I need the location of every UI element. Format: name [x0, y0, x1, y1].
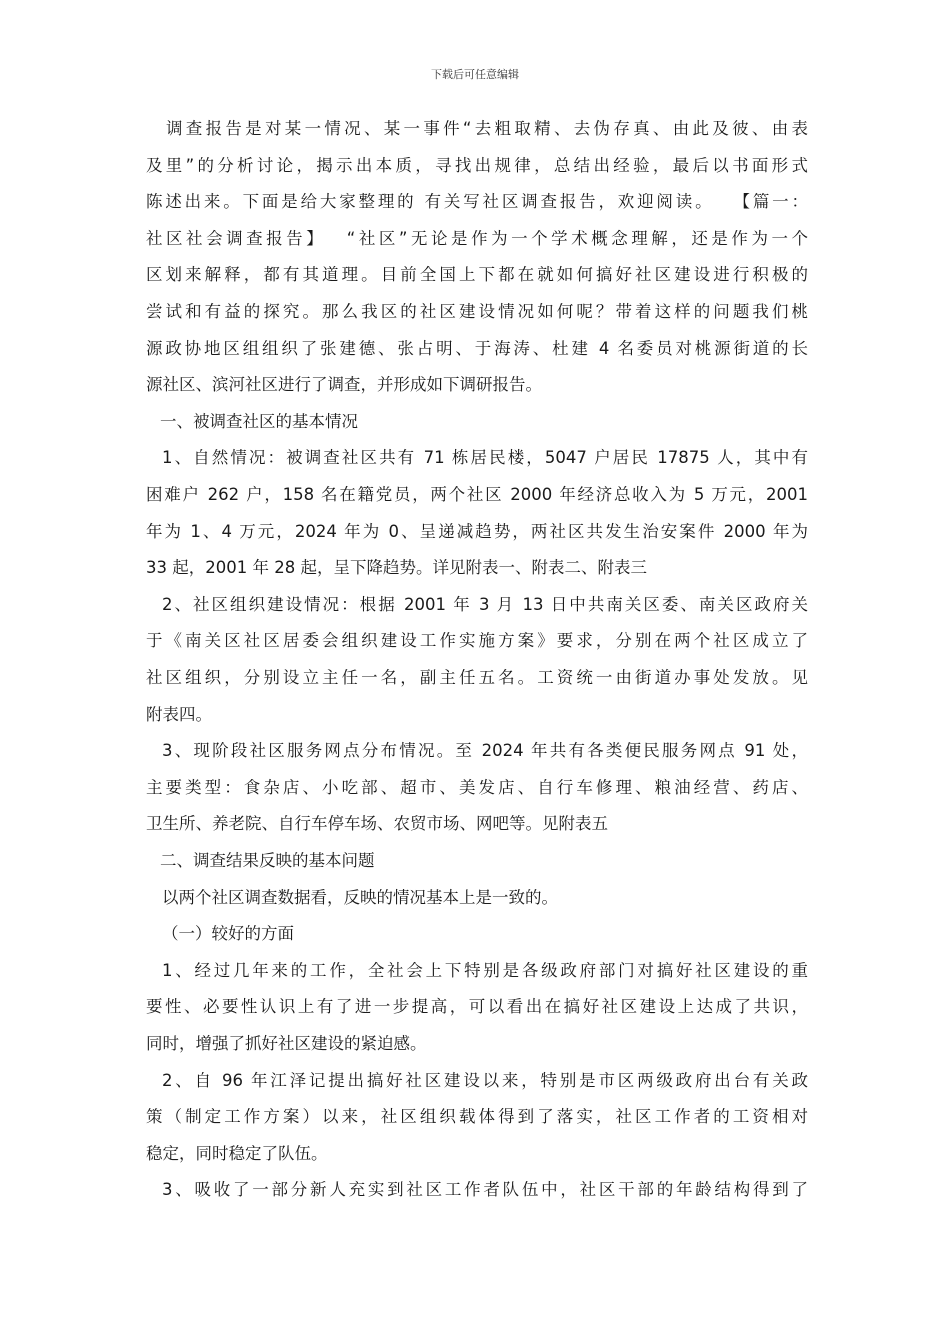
- text-line: 困难户 262 户，158 名在籍党员，两个社区 2000 年经济总收入为 5 万元，2001: [146, 485, 808, 504]
- text-line: 调查报告是对某一情况、某一事件“去粗取精、去伪存真、由此及彼、由表: [166, 119, 808, 138]
- text-line: 尝试和有益的探究。那么我区的社区建设情况如何呢？带着这样的问题我们桃: [146, 302, 808, 321]
- text-line: （一）较好的方面: [162, 924, 294, 944]
- text-line: 卫生所、养老院、自行车停车场、农贸市场、网吧等。见附表五: [146, 814, 608, 834]
- text-line: 陈述出来。下面是给大家整理的 有关写社区调查报告，欢迎阅读。 【篇一：: [146, 192, 808, 212]
- text-line: 社区组织，分别设立主任一名，副主任五名。工资统一由街道办事处发放。见: [146, 668, 808, 687]
- text-line: 以两个社区调查数据看，反映的情况基本上是一致的。: [162, 887, 558, 907]
- text-line: 33 起，2001 年 28 起，呈下降趋势。详见附表一、附表二、附表三: [146, 558, 647, 578]
- text-line: 二、调查结果反映的基本问题: [160, 851, 375, 870]
- text-line: 主要类型：食杂店、小吃部、超市、美发店、自行车修理、粮油经营、药店、: [146, 777, 808, 797]
- text-line: 源社区、滨河社区进行了调查，并形成如下调研报告。: [146, 375, 542, 395]
- text-line: 策（制定工作方案）以来，社区组织载体得到了落实，社区工作者的工资相对: [146, 1107, 808, 1127]
- text-line: 要性、必要性认识上有了进一步提高，可以看出在搞好社区建设上达成了共识，: [146, 997, 808, 1017]
- text-line: 社区社会调查报告】 “社区”无论是作为一个学术概念理解，还是作为一个: [146, 228, 808, 248]
- text-line: 2、自 96 年江泽记提出搞好社区建设以来，特别是市区两级政府出台有关政: [162, 1070, 808, 1090]
- text-line: 3、吸收了一部分新人充实到社区工作者队伍中，社区干部的年龄结构得到了: [162, 1180, 808, 1200]
- text-line: 3、现阶段社区服务网点分布情况。至 2024 年共有各类便民服务网点 91 处，: [162, 741, 808, 761]
- text-line: 1、经过几年来的工作，全社会上下特别是各级政府部门对搞好社区建设的重: [162, 960, 808, 980]
- text-line: 于《南关区社区居委会组织建设工作实施方案》要求，分别在两个社区成立了: [146, 631, 808, 651]
- text-line: 附表四。: [146, 704, 212, 724]
- text-line: 稳定，同时稳定了队伍。: [146, 1143, 328, 1163]
- text-line: 区划来解释，都有其道理。目前全国上下都在就如何搞好社区建设进行积极的: [146, 265, 808, 285]
- text-line: 年为 1、4 万元，2024 年为 0、呈递减趋势，两社区共发生治安案件 2000 年为: [146, 521, 808, 541]
- text-line: 2、社区组织建设情况：根据 2001 年 3 月 13 日中共南关区委、南关区政府关: [162, 594, 808, 614]
- text-line: 1、自然情况：被调查社区共有 71 栋居民楼，5047 户居民 17875 人，其中有: [162, 448, 808, 468]
- text-line: 源政协地区组组织了张建德、张占明、于海涛、杜建 4 名委员对桃源街道的长: [146, 338, 808, 358]
- page-header: 下载后可任意编辑: [431, 68, 519, 81]
- text-line: 同时，增强了抓好社区建设的紧迫感。: [146, 1034, 427, 1053]
- text-line: 及里”的分析讨论，揭示出本质，寻找出规律，总结出经验，最后以书面形式: [146, 155, 808, 175]
- text-line: 一、被调查社区的基本情况: [160, 411, 358, 431]
